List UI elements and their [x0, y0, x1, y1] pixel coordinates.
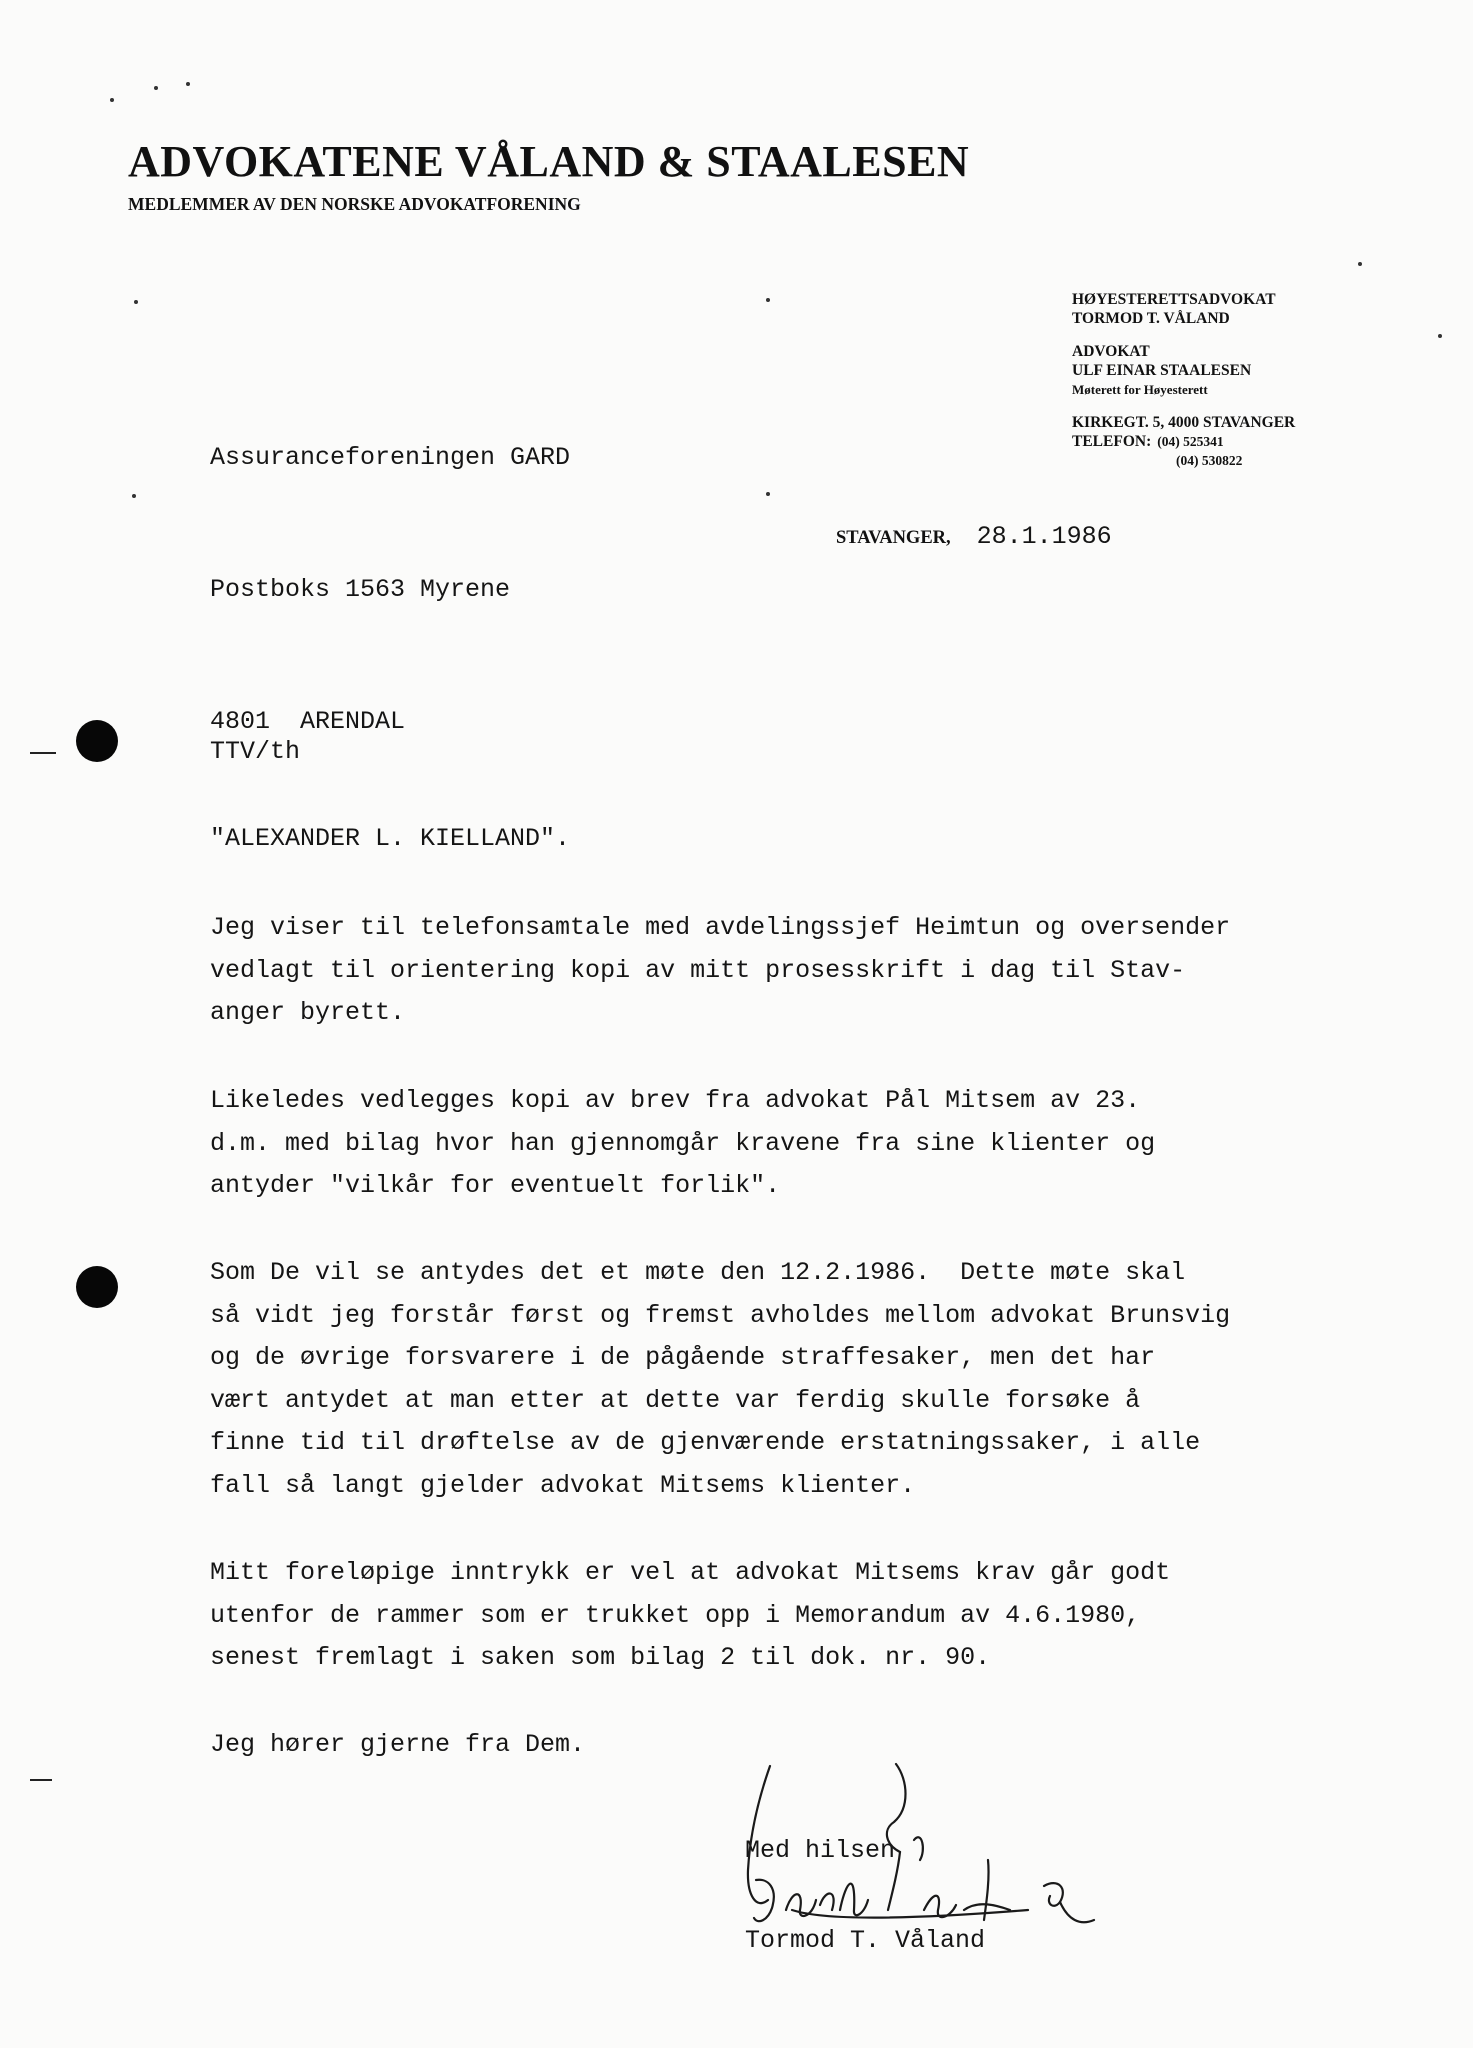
firm-name: ADVOKATENE VÅLAND & STAALESEN	[128, 137, 970, 186]
paragraph-line: d.m. med bilag hvor han gjennomgår kravene fra sine klienter og	[210, 1128, 1156, 1158]
paragraph-3	[210, 1252, 1230, 1507]
recipient-line-2: Postboks 1563 Myrene	[210, 575, 511, 604]
scan-speck	[766, 492, 770, 496]
contact-address: KIRKEGT. 5, 4000 STAVANGER	[1072, 414, 1296, 431]
date-line	[836, 522, 1112, 551]
scan-speck	[132, 494, 136, 498]
closing: Med hilsen	[745, 1836, 896, 1865]
margin-mark	[30, 752, 56, 754]
paragraph-line: vært antydet at man etter at dette var ferdig skulle forsøke å	[210, 1385, 1141, 1415]
paragraph-line: vedlagt til orientering kopi av mitt prosesskrift i dag til Stav-	[210, 955, 1186, 985]
contact-phone-label: TELEFON:	[1072, 433, 1152, 450]
contact-note-2: Møterett for Høyesterett	[1072, 382, 1208, 397]
paragraph-line: finne tid til drøftelse av de gjenværende erstatningssaker, i alle	[210, 1428, 1201, 1457]
paragraph-line: Jeg viser til telefonsamtale med avdelingssjef Heimtun og oversender	[210, 913, 1231, 942]
contact-phone-1: (04) 525341	[1157, 434, 1224, 449]
scan-speck	[110, 98, 114, 102]
contact-name-1: TORMOD T. VÅLAND	[1072, 310, 1230, 327]
signer-name: Tormod T. Våland	[745, 1926, 986, 1955]
date-place: STAVANGER,	[836, 528, 951, 548]
contact-phone-row	[1072, 432, 1295, 451]
recipient-line-3: 4801 ARENDAL	[210, 707, 406, 736]
paragraph-line: Likeledes vedlegges kopi av brev fra advokat Pål Mitsem av 23.	[210, 1086, 1141, 1115]
scan-speck	[1438, 334, 1442, 338]
paragraph-line: og de øvrige forsvarere i de pågående straffesaker, men det har	[210, 1343, 1156, 1372]
contact-block	[1072, 290, 1295, 470]
recipient-line-1: Assuranceforeningen GARD	[210, 443, 571, 472]
handwritten-signature	[728, 1760, 1108, 1950]
scan-speck	[766, 298, 770, 302]
date-value: 28.1.1986	[976, 522, 1112, 551]
scan-speck	[1358, 262, 1362, 266]
contact-title-2: ADVOKAT	[1072, 343, 1150, 360]
subject-line: "ALEXANDER L. KIELLAND".	[210, 824, 571, 853]
paragraph-5	[210, 1724, 585, 1767]
punch-hole-top	[76, 720, 118, 762]
paragraph-4	[210, 1552, 1170, 1680]
paragraph-line: så vidt jeg forstår først og fremst avholdes mellom advokat Brunsvig	[210, 1300, 1231, 1330]
paragraph-line: senest fremlagt i saken som bilag 2 til dok. nr. 90.	[210, 1643, 991, 1672]
scan-speck	[186, 82, 190, 86]
contact-name-2: ULF EINAR STAALESEN	[1072, 362, 1252, 379]
firm-membership: MEDLEMMER AV DEN NORSKE ADVOKATFORENING	[128, 194, 581, 214]
paragraph-line: anger byrett.	[210, 998, 406, 1027]
contact-phone-2: (04) 530822	[1176, 453, 1243, 468]
contact-title-1: HØYESTERETTSADVOKAT	[1072, 291, 1276, 308]
paragraph-line: Jeg hører gjerne fra Dem.	[210, 1730, 586, 1759]
paragraph-1	[210, 907, 1230, 1035]
paragraph-2	[210, 1080, 1155, 1208]
reference: TTV/th	[210, 737, 301, 766]
margin-mark	[30, 1779, 52, 1781]
paragraph-line: fall så langt gjelder advokat Mitsems klienter.	[210, 1470, 916, 1500]
paragraph-line: Mitt foreløpige inntrykk er vel at advokat Mitsems krav går godt	[210, 1558, 1171, 1587]
scan-speck	[134, 300, 138, 304]
paragraph-line: utenfor de rammer som er trukket opp i Memorandum av 4.6.1980,	[210, 1600, 1141, 1630]
punch-hole-bottom	[76, 1266, 118, 1308]
paragraph-line: Som De vil se antydes det et møte den 12.2.1986. Dette møte skal	[210, 1258, 1186, 1287]
paragraph-line: antyder "vilkår for eventuelt forlik".	[210, 1171, 781, 1200]
scan-speck	[154, 86, 158, 90]
